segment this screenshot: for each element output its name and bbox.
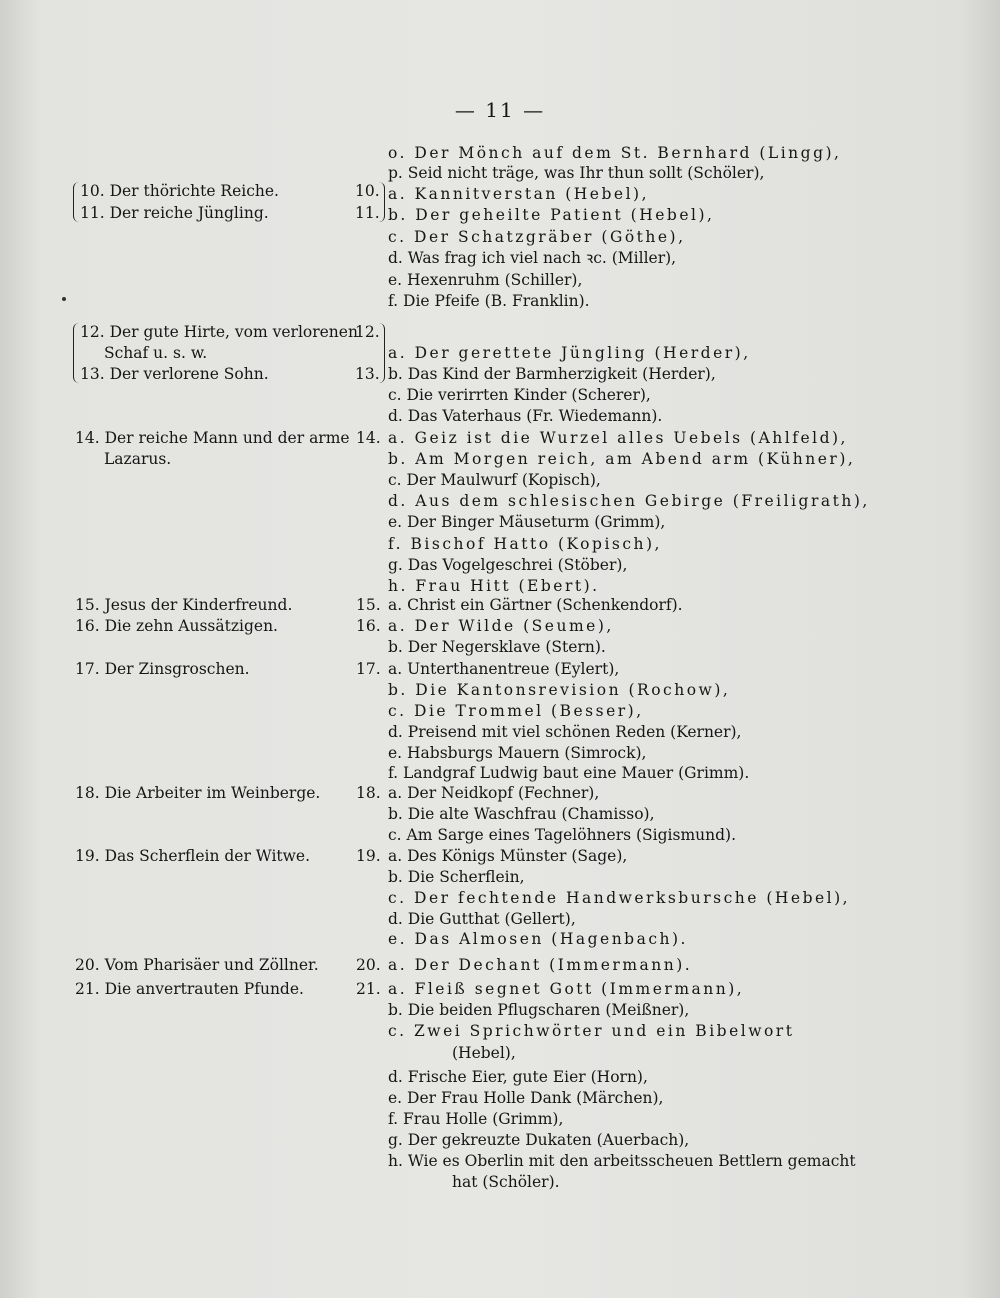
reading-entry: hat (Schöler). <box>452 1173 560 1191</box>
reading-entry: e. Das Almosen (Hagenbach). <box>388 930 688 948</box>
lesson-11: 11. Der reiche Jüngling. <box>80 204 269 222</box>
lesson-12-cont: Schaf u. s. w. <box>104 344 208 362</box>
number-12: 12. <box>355 323 380 341</box>
reading-entry: e. Der Binger Mäuseturm (Grimm), <box>388 513 666 531</box>
reading-entry: b. Die alte Waschfrau (Chamisso), <box>388 805 655 823</box>
reading-entry: b. Am Morgen reich, am Abend arm (Kühner), <box>388 450 856 468</box>
reading-entry: e. Habsburgs Mauern (Simrock), <box>388 744 647 762</box>
reading-entry: d. Das Vaterhaus (Fr. Wiedemann). <box>388 407 663 425</box>
lesson-14-cont: Lazarus. <box>104 450 172 468</box>
number-15: 15. <box>356 596 381 614</box>
number-17: 17. <box>356 660 381 678</box>
reading-entry: f. Bischof Hatto (Kopisch), <box>388 535 662 553</box>
lesson-20: 20. Vom Pharisäer und Zöllner. <box>75 956 319 974</box>
reading-entry: a. Der gerettete Jüngling (Herder), <box>388 344 751 362</box>
reading-entry: g. Das Vogelgeschrei (Stöber), <box>388 556 628 574</box>
reading-entry: c. Zwei Sprichwörter und ein Bibelwort <box>388 1022 795 1040</box>
reading-entry: g. Der gekreuzte Dukaten (Auerbach), <box>388 1131 690 1149</box>
number-21: 21. <box>356 980 381 998</box>
lesson-15: 15. Jesus der Kinderfreund. <box>75 596 293 614</box>
reading-entry: b. Die Scherflein, <box>388 868 525 886</box>
reading-entry: b. Der geheilte Patient (Hebel), <box>388 206 715 224</box>
reading-entry: h. Wie es Oberlin mit den arbeitsscheuen Bettlern gemacht <box>388 1152 856 1170</box>
left-brace-12-13 <box>73 323 80 383</box>
reading-entry: a. Geiz ist die Wurzel alles Uebels (Ahlfeld), <box>388 429 848 447</box>
reading-entry: f. Die Pfeife (B. Franklin). <box>388 292 590 310</box>
lesson-14: 14. Der reiche Mann und der arme <box>75 429 350 447</box>
reading-entry: b. Das Kind der Barmherzigkeit (Herder), <box>388 365 716 383</box>
reading-entry: a. Der Dechant (Immermann). <box>388 956 693 974</box>
reading-entry: c. Der Maulwurf (Kopisch), <box>388 471 601 489</box>
page-number: — 11 — <box>454 98 546 122</box>
reading-entry: c. Am Sarge eines Tagelöhners (Sigismund). <box>388 826 737 844</box>
reading-entry: d. Frische Eier, gute Eier (Horn), <box>388 1068 648 1086</box>
reading-entry: a. Fleiß segnet Gott (Immermann), <box>388 980 745 998</box>
lesson-17: 17. Der Zinsgroschen. <box>75 660 250 678</box>
reading-entry: h. Frau Hitt (Ebert). <box>388 577 600 595</box>
reading-entry: a. Des Königs Münster (Sage), <box>388 847 628 865</box>
reading-entry: d. Was frag ich viel nach ꝛc. (Miller), <box>388 249 677 267</box>
reading-entry: e. Hexenruhm (Schiller), <box>388 271 583 289</box>
reading-entry: f. Landgraf Ludwig baut eine Mauer (Grimm). <box>388 764 750 782</box>
lesson-16: 16. Die zehn Aussätzigen. <box>75 617 278 635</box>
left-brace-10-11 <box>73 182 80 222</box>
reading-entry: (Hebel), <box>452 1044 516 1062</box>
number-20: 20. <box>356 956 381 974</box>
reading-entry: a. Der Neidkopf (Fechner), <box>388 784 600 802</box>
lesson-21: 21. Die anvertrauten Pfunde. <box>75 980 304 998</box>
reading-entry: p. Seid nicht träge, was Ihr thun sollt (Schöler), <box>388 164 765 182</box>
reading-entry: a. Kannitverstan (Hebel), <box>388 185 650 203</box>
number-14: 14. <box>356 429 381 447</box>
reading-entry: d. Die Gutthat (Gellert), <box>388 910 576 928</box>
reading-entry: o. Der Mönch auf dem St. Bernhard (Lingg), <box>388 144 842 162</box>
reading-entry: a. Christ ein Gärtner (Schenkendorf). <box>388 596 683 614</box>
reading-entry: b. Die Kantonsrevision (Rochow), <box>388 681 731 699</box>
reading-entry: e. Der Frau Holle Dank (Märchen), <box>388 1089 664 1107</box>
lesson-13: 13. Der verlorene Sohn. <box>80 365 269 383</box>
number-10: 10. <box>355 182 380 200</box>
reading-entry: d. Preisend mit viel schönen Reden (Kerner), <box>388 723 742 741</box>
number-16: 16. <box>356 617 381 635</box>
reading-entry: c. Die Trommel (Besser), <box>388 702 644 720</box>
number-19: 19. <box>356 847 381 865</box>
reading-entry: a. Unterthanentreue (Eylert), <box>388 660 620 678</box>
reading-entry: d. Aus dem schlesischen Gebirge (Freiligrath), <box>388 492 870 510</box>
ink-speck <box>62 297 66 301</box>
reading-entry: c. Der Schatzgräber (Göthe), <box>388 228 686 246</box>
number-18: 18. <box>356 784 381 802</box>
reading-entry: b. Der Negersklave (Stern). <box>388 638 606 656</box>
reading-entry: a. Der Wilde (Seume), <box>388 617 614 635</box>
reading-entry: f. Frau Holle (Grimm), <box>388 1110 564 1128</box>
number-13: 13. <box>355 365 380 383</box>
lesson-10: 10. Der thörichte Reiche. <box>80 182 279 200</box>
reading-entry: c. Der fechtende Handwerksbursche (Hebel), <box>388 889 851 907</box>
lesson-12: 12. Der gute Hirte, vom verlorenen <box>80 323 358 341</box>
lesson-18: 18. Die Arbeiter im Weinberge. <box>75 784 321 802</box>
reading-entry: b. Die beiden Pflugscharen (Meißner), <box>388 1001 690 1019</box>
lesson-19: 19. Das Scherflein der Witwe. <box>75 847 311 865</box>
reading-entry: c. Die verirrten Kinder (Scherer), <box>388 386 651 404</box>
number-11: 11. <box>355 204 380 222</box>
